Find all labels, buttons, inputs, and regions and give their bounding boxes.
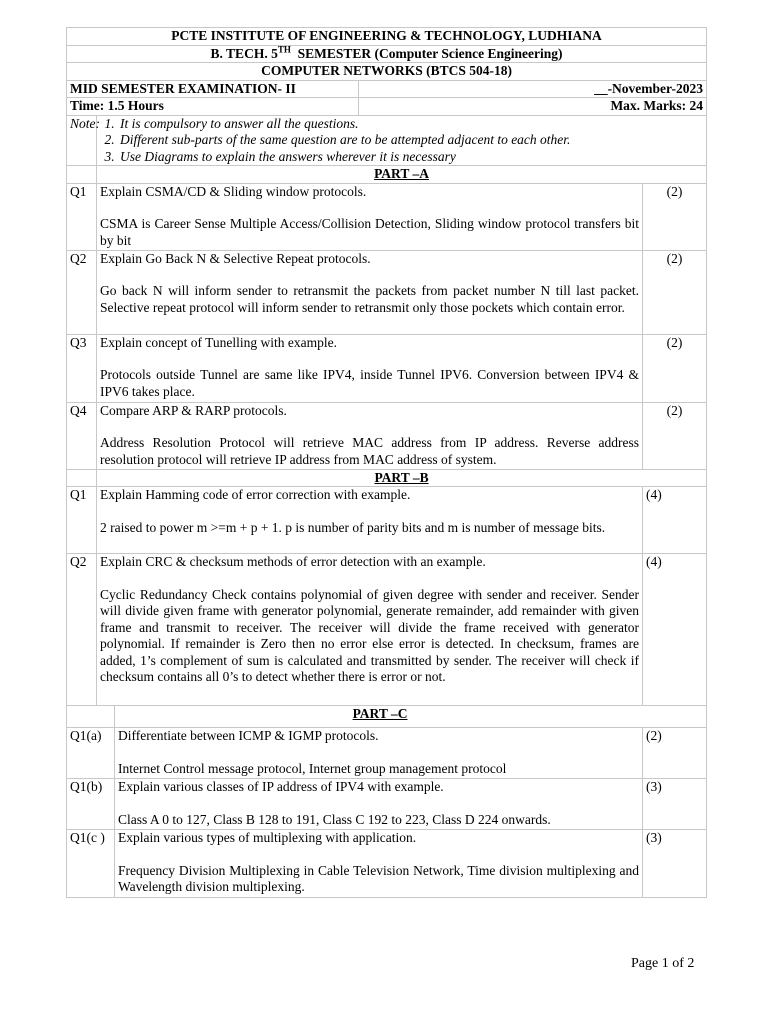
- time-row: [67, 98, 707, 116]
- program-row: [67, 45, 707, 63]
- question-row: [67, 402, 707, 469]
- note-item: 3. Use Diagrams to explain the answers wherever it is necessary: [118, 149, 703, 166]
- answer-text: Address Resolution Protocol will retrieve MAC address from IP address. Reverse address resolution protocol will retrieve IP address from MAC address of system.: [100, 435, 639, 467]
- part-c-header: [67, 706, 707, 728]
- institute-name: PCTE INSTITUTE OF ENGINEERING & TECHNOLOGY, LUDHIANA: [67, 28, 707, 46]
- answer-text: Protocols outside Tunnel are same like IPV4, inside Tunnel IPV6. Conversion between IPV4 & IPV6 takes place.: [100, 367, 639, 399]
- answer-text: 2 raised to power m >=m + p + 1. p is number of parity bits and m is number of message bits.: [100, 519, 606, 535]
- exam-time: Time: 1.5 Hours: [67, 98, 359, 116]
- part-b-header: [67, 469, 707, 487]
- note-list: [100, 116, 703, 166]
- question-row: [67, 728, 707, 779]
- question-body: [97, 487, 643, 554]
- question-label: Q1: [67, 183, 97, 250]
- question-body: [97, 554, 643, 706]
- question-text: Explain Go Back N & Selective Repeat protocols.: [100, 250, 371, 266]
- program-suffix: SEMESTER (Computer Science Engineering): [297, 45, 563, 61]
- question-label: Q1(a): [67, 728, 115, 779]
- institute-row: [67, 28, 707, 46]
- question-marks: (3): [643, 779, 707, 830]
- question-row: [67, 250, 707, 334]
- question-row: [67, 334, 707, 402]
- exam-name: MID SEMESTER EXAMINATION- II: [67, 80, 359, 98]
- exam-sheet: [66, 27, 707, 898]
- question-body: [97, 250, 643, 334]
- question-marks: (2): [643, 728, 707, 779]
- notes-row: [67, 115, 707, 166]
- question-marks: (4): [643, 487, 707, 554]
- question-text: Explain Hamming code of error correction with example.: [100, 487, 411, 502]
- answer-text: CSMA is Career Sense Multiple Access/Collision Detection, Sliding window protocol transfers bit by bit: [100, 216, 639, 248]
- question-label: Q4: [67, 402, 97, 469]
- question-text: Explain various types of multiplexing with application.: [118, 830, 417, 845]
- question-body: [97, 334, 643, 402]
- program-line: [67, 45, 707, 63]
- question-body: [97, 402, 643, 469]
- exam-date: __-November-2023: [359, 80, 707, 98]
- question-marks: (3): [643, 830, 707, 898]
- page-number: Page 1 of 2: [631, 956, 695, 971]
- note-item: 2. Different sub-parts of the same question are to be attempted adjacent to each other.: [118, 132, 703, 149]
- answer-text: Internet Control message protocol, Internet group management protocol: [118, 760, 507, 776]
- question-label: Q1: [67, 487, 97, 554]
- question-row: [67, 554, 707, 706]
- part-a-header: [67, 166, 707, 184]
- question-body: [97, 183, 643, 250]
- question-text: Explain CRC & checksum methods of error detection with an example.: [100, 554, 486, 569]
- question-text: Explain concept of Tunelling with example.: [100, 334, 337, 350]
- max-marks: Max. Marks: 24: [359, 98, 707, 116]
- question-marks: (2): [643, 402, 707, 469]
- question-marks: (4): [643, 554, 707, 706]
- question-body: [115, 728, 643, 779]
- program-prefix: B. TECH. 5: [210, 45, 278, 61]
- part-a-title: PART –A: [97, 166, 707, 184]
- question-text: Compare ARP & RARP protocols.: [100, 402, 287, 418]
- question-row: [67, 183, 707, 250]
- note-list-cell: [97, 115, 707, 166]
- part-b-title: PART –B: [97, 469, 707, 487]
- question-marks: (2): [643, 334, 707, 402]
- answer-text: Cyclic Redundancy Check contains polynomial of given degree with sender and receiver. Sender will divide given frame with generator polynomial, generate remainder, add remainder with given frame and transmit to receiver. The receiver will divide the frame received with generator polynomial. If remainder is Zero then no error else error is detected. In checksum, frames are added, 1’s complement of sum is calculated and transmitted by sender. The receiver will check if checksum contains all 0’s to detect whether there is error or not.: [100, 586, 639, 684]
- course-title: COMPUTER NETWORKS (BTCS 504-18): [67, 63, 707, 81]
- question-row: [67, 830, 707, 898]
- question-label: Q2: [67, 250, 97, 334]
- question-text: Explain various classes of IP address of IPV4 with example.: [118, 779, 444, 794]
- answer-text: Go back N will inform sender to retransmit the packets from packet number N till last packet. Selective repeat protocol will inform sender to retransmit only those pockets which contain error.: [100, 283, 639, 315]
- question-label: Q1(b): [67, 779, 115, 830]
- question-text: Differentiate between ICMP & IGMP protocols.: [118, 728, 379, 743]
- question-text: Explain CSMA/CD & Sliding window protocols.: [100, 183, 367, 199]
- question-label: Q2: [67, 554, 97, 706]
- question-row: [67, 487, 707, 554]
- question-row: [67, 779, 707, 830]
- exam-row: [67, 80, 707, 98]
- question-marks: (2): [643, 183, 707, 250]
- course-row: [67, 63, 707, 81]
- question-label: Q1(c ): [67, 830, 115, 898]
- question-marks: (2): [643, 250, 707, 334]
- part-c-title: PART –C: [115, 706, 707, 728]
- answer-text: Frequency Division Multiplexing in Cable Television Network, Time division multiplexing and Wavelength division multiplexing.: [118, 862, 639, 894]
- question-body: [115, 830, 643, 898]
- question-label: Q3: [67, 334, 97, 402]
- note-label: Note:: [67, 115, 97, 166]
- answer-text: Class A 0 to 127, Class B 128 to 191, Class C 192 to 223, Class D 224 onwards.: [118, 811, 551, 827]
- question-body: [115, 779, 643, 830]
- note-item: 1. It is compulsory to answer all the questions.: [118, 116, 703, 133]
- program-superscript: TH: [277, 44, 291, 54]
